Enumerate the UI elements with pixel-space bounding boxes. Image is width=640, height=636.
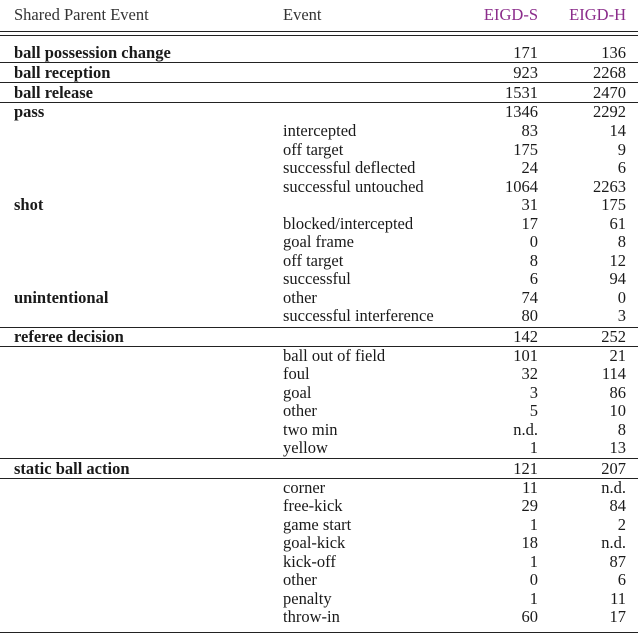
table-row [0, 233, 640, 252]
table-row [0, 178, 640, 197]
event-cell: goal frame [283, 232, 355, 251]
eigd-h-cell: 84 [609, 496, 626, 515]
event-cell: goal-kick [283, 533, 346, 552]
eigd-s-cell: 8 [529, 250, 538, 270]
eigd-h-cell: 8 [617, 419, 626, 439]
eigd-h-cell: 8 [617, 232, 626, 251]
table-row [0, 252, 640, 271]
parent-event-cell: ball reception [14, 63, 111, 82]
eigd-s-cell: 18 [521, 533, 538, 552]
event-cell: off target [283, 139, 344, 159]
event-cell: successful [283, 269, 351, 288]
event-cell: ball out of field [283, 345, 386, 365]
table-row [0, 44, 640, 63]
eigd-h-cell: 17 [609, 607, 626, 626]
eigd-s-cell: 3 [529, 382, 538, 402]
eigd-h-cell: 2268 [593, 63, 626, 82]
table-row [0, 289, 640, 308]
eigd-h-cell: 207 [601, 458, 626, 478]
eigd-s-cell: 32 [521, 364, 538, 383]
eigd-s-cell: 6 [529, 269, 538, 288]
table-row [0, 384, 640, 403]
eigd-h-cell: 3 [617, 306, 626, 325]
event-cell: other [283, 287, 317, 307]
eigd-s-cell: 0 [529, 570, 538, 589]
eigd-h-cell: 87 [609, 551, 626, 571]
event-cell: corner [283, 477, 326, 497]
table-row [0, 608, 640, 627]
event-cell: successful untouched [283, 176, 424, 196]
table-row [0, 103, 640, 122]
table-row [0, 460, 640, 479]
eigd-s-cell: 0 [529, 232, 538, 251]
eigd-s-cell: 142 [513, 326, 538, 346]
event-cell: intercepted [283, 121, 357, 140]
eigd-h-cell: 6 [617, 158, 626, 177]
eigd-s-cell: 175 [513, 139, 538, 159]
table-row [0, 141, 640, 160]
table-row [0, 402, 640, 421]
eigd-s-cell: 171 [513, 43, 538, 62]
event-cell: foul [283, 364, 310, 383]
table-row [0, 479, 640, 498]
header-event: Event [283, 5, 322, 24]
eigd-s-cell: 1346 [505, 102, 538, 121]
table-bottom-rule [0, 632, 638, 634]
parent-event-cell: referee decision [14, 326, 124, 346]
eigd-h-cell: 136 [601, 43, 626, 62]
header-eigd-s: EIGD-S [483, 5, 538, 24]
eigd-s-cell: 31 [521, 195, 538, 214]
table-row [0, 516, 640, 535]
eigd-h-cell: 9 [617, 139, 626, 159]
event-cell: kick-off [283, 551, 336, 571]
parent-event-cell: ball possession change [14, 43, 171, 62]
event-cell: two min [283, 419, 338, 439]
eigd-h-cell: 2292 [593, 102, 626, 121]
eigd-s-cell: 1064 [505, 176, 538, 196]
table-row [0, 159, 640, 178]
header-rule-bottom [0, 35, 638, 36]
table-row [0, 122, 640, 141]
eigd-h-cell: 94 [609, 269, 626, 288]
eigd-h-cell: 114 [601, 364, 626, 383]
eigd-h-cell: 14 [609, 121, 626, 140]
table-row [0, 215, 640, 234]
eigd-s-cell: 1 [529, 438, 538, 457]
eigd-s-cell: 5 [529, 401, 538, 420]
eigd-h-cell: 2 [617, 514, 626, 534]
eigd-h-cell: 13 [609, 438, 626, 457]
eigd-h-cell: 11 [610, 588, 626, 608]
event-cell: blocked/intercepted [283, 213, 414, 233]
table-row [0, 553, 640, 572]
eigd-h-cell: 6 [617, 570, 626, 589]
table-row [0, 84, 640, 103]
eigd-h-cell: 252 [601, 326, 626, 346]
eigd-h-cell: 10 [609, 401, 626, 420]
eigd-h-cell: n.d. [601, 533, 626, 552]
header-eigd-h: EIGD-H [569, 5, 626, 24]
event-cell: goal [283, 382, 312, 402]
table-row [0, 497, 640, 516]
parent-event-cell: pass [14, 102, 45, 121]
eigd-h-cell: 2470 [593, 83, 626, 102]
eigd-s-cell: 74 [521, 287, 538, 307]
table-row [0, 365, 640, 384]
eigd-h-cell: n.d. [601, 477, 626, 497]
table-row [0, 571, 640, 590]
event-cell: free-kick [283, 496, 343, 515]
eigd-s-cell: 121 [513, 458, 538, 478]
table-row [0, 421, 640, 440]
parent-event-cell: ball release [14, 83, 93, 102]
eigd-s-cell: 11 [522, 477, 538, 497]
eigd-h-cell: 86 [609, 382, 626, 402]
eigd-h-cell: 12 [609, 250, 626, 270]
eigd-h-cell: 0 [617, 287, 626, 307]
event-cell: other [283, 401, 317, 420]
eigd-s-cell: 80 [521, 306, 538, 325]
eigd-s-cell: 1 [529, 514, 538, 534]
event-cell: successful deflected [283, 158, 416, 177]
eigd-s-cell: 17 [521, 213, 538, 233]
eigd-h-cell: 175 [601, 195, 626, 214]
header-rule-top [0, 31, 638, 32]
event-cell: yellow [283, 438, 328, 457]
event-cell: penalty [283, 588, 332, 608]
eigd-s-cell: 1 [529, 551, 538, 571]
table-header-row [0, 6, 640, 25]
parent-event-cell: static ball action [14, 458, 130, 478]
eigd-s-cell: 29 [521, 496, 538, 515]
event-cell: successful interference [283, 306, 434, 325]
table-row [0, 347, 640, 366]
eigd-s-cell: 101 [513, 345, 538, 365]
eigd-s-cell: 83 [521, 121, 538, 140]
eigd-s-cell: 60 [521, 607, 538, 626]
eigd-s-cell: 923 [513, 63, 538, 82]
table-row [0, 534, 640, 553]
event-cell: throw-in [283, 607, 340, 626]
event-cell: game start [283, 514, 352, 534]
eigd-s-cell: 24 [521, 158, 538, 177]
header-shared-parent-event: Shared Parent Event [14, 5, 149, 24]
table-row [0, 270, 640, 289]
event-cell: other [283, 570, 317, 589]
eigd-s-cell: 1 [529, 588, 538, 608]
eigd-s-cell: 1531 [505, 83, 538, 102]
table-row [0, 328, 640, 347]
eigd-h-cell: 61 [609, 213, 626, 233]
table-row [0, 439, 640, 458]
table-row [0, 196, 640, 215]
event-cell: off target [283, 250, 344, 270]
table-row [0, 590, 640, 609]
eigd-h-cell: 21 [609, 345, 626, 365]
table-row [0, 307, 640, 326]
parent-event-cell: unintentional [14, 287, 109, 307]
table-row [0, 64, 640, 83]
eigd-h-cell: 2263 [593, 176, 626, 196]
eigd-s-cell: n.d. [513, 419, 538, 439]
parent-event-cell: shot [14, 195, 44, 214]
